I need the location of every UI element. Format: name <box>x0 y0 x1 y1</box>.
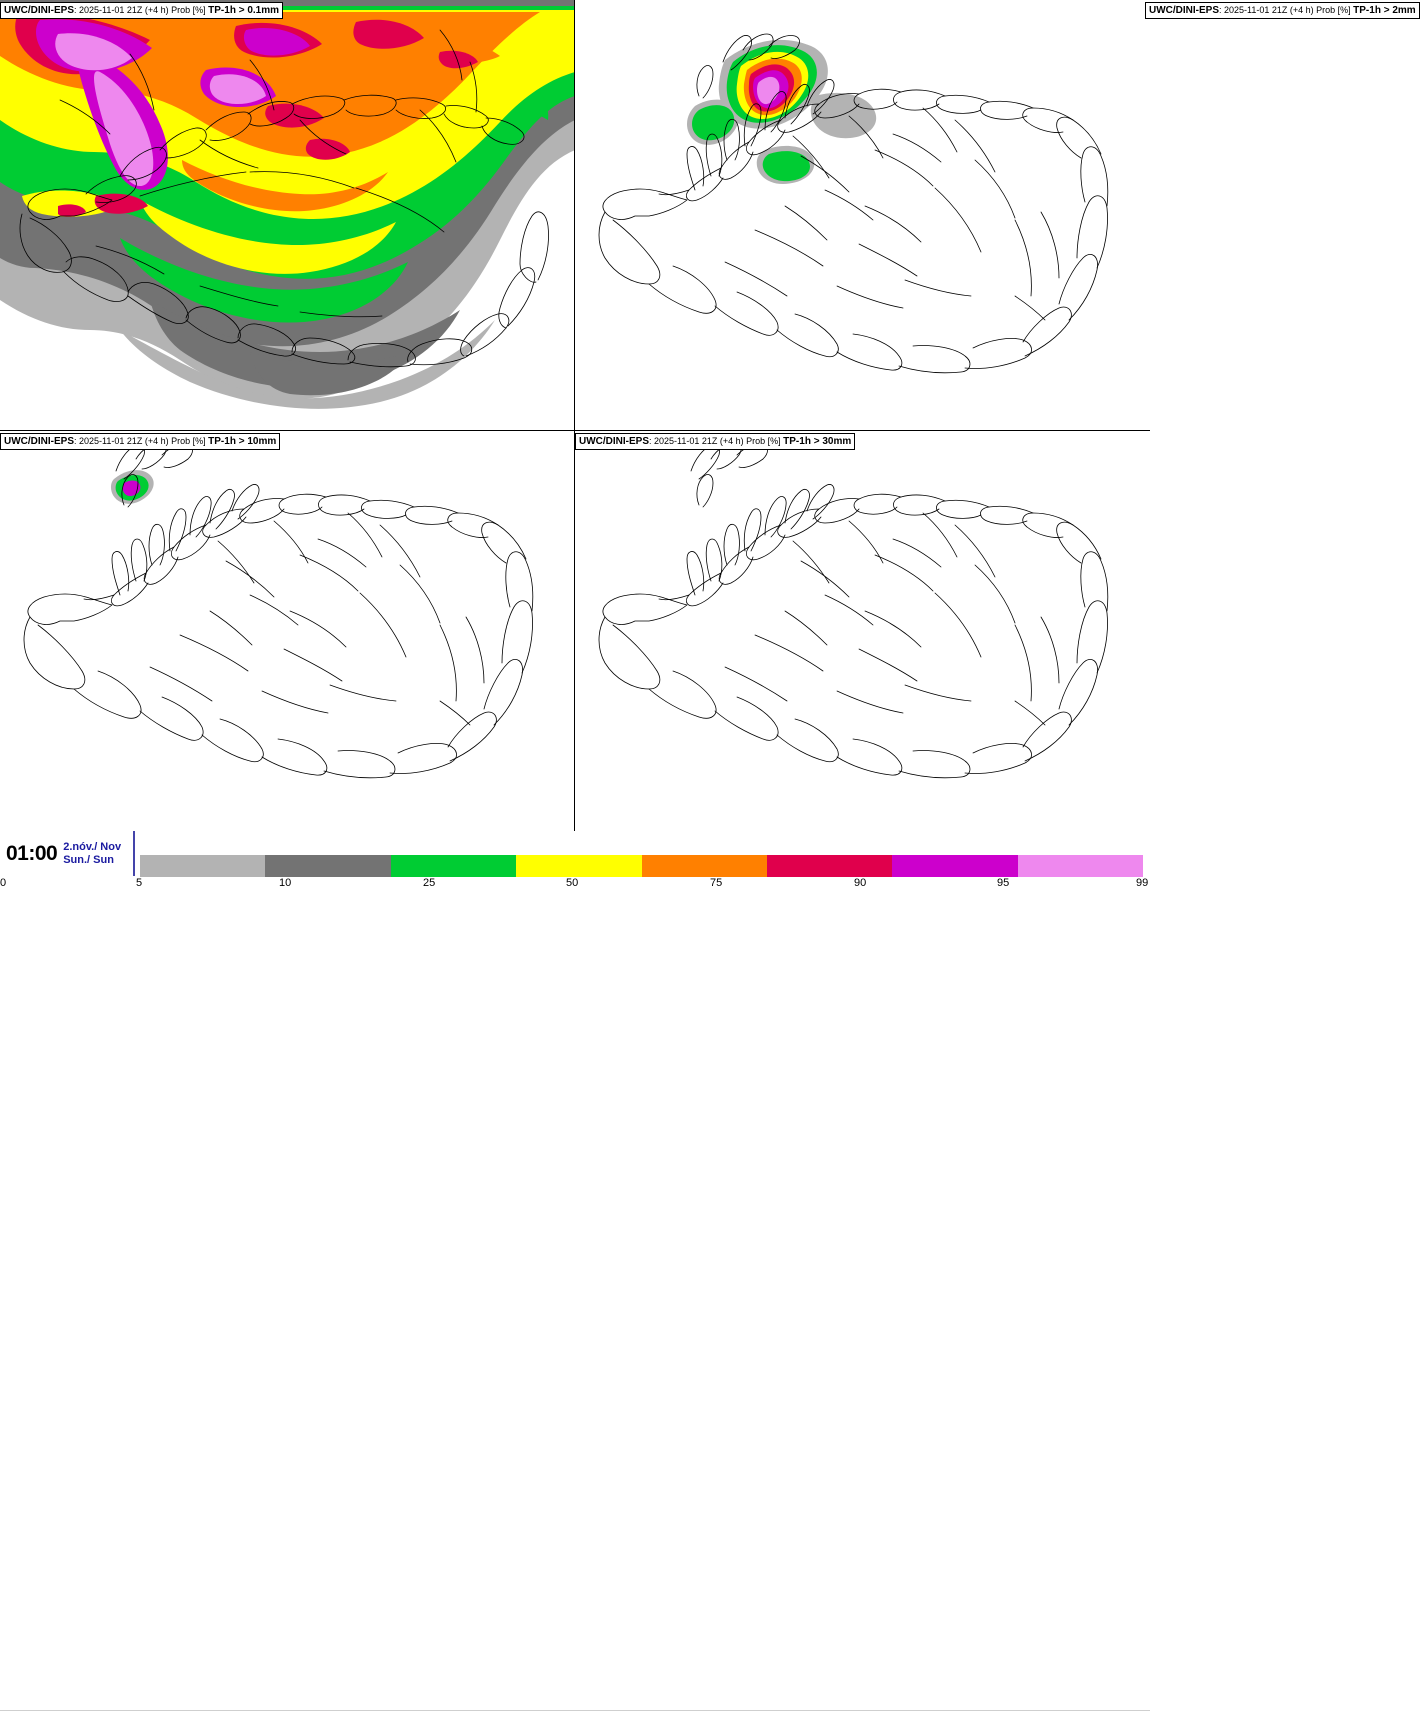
model-name: UWC/DINI-EPS <box>579 436 649 447</box>
panel-tp1h-2mm[interactable] <box>575 0 1416 431</box>
precip-probability-map-2mm <box>575 0 1150 431</box>
threshold-label: TP-1h > 10mm <box>208 436 277 447</box>
map-canvas-10mm <box>0 431 575 831</box>
panel-tp1h-30mm[interactable] <box>575 431 1150 831</box>
model-name: UWC/DINI-EPS <box>1149 5 1219 16</box>
panel-divider-horizontal <box>0 430 1150 431</box>
colorbar-segment <box>516 855 641 877</box>
colorbar-tick: 25 <box>423 877 436 889</box>
threshold-label: TP-1h > 0.1mm <box>208 5 280 16</box>
colorbar-tick: 0 <box>0 877 7 889</box>
panel-title-10mm <box>0 433 280 450</box>
colorbar-tick: 50 <box>566 877 579 889</box>
colorbar-tick-labels <box>0 877 1150 891</box>
panel-title-0.1mm <box>0 2 283 19</box>
map-canvas-0.1mm <box>0 0 575 431</box>
panel-divider-vertical <box>574 0 575 831</box>
valid-date-line2: Sun./ Sun <box>63 853 114 866</box>
panel-title-30mm <box>575 433 855 450</box>
forecast-meta: : 2025-11-01 21Z (+4 h) Prob [%] <box>1219 5 1354 15</box>
threshold-label: TP-1h > 30mm <box>783 436 852 447</box>
valid-date <box>63 841 121 867</box>
valid-time: 01:00 <box>6 841 58 865</box>
colorbar-tick: 90 <box>854 877 867 889</box>
colorbar-segment <box>265 855 390 877</box>
valid-date-line1: 2.nóv./ Nov <box>63 840 122 853</box>
colorbar-tick: 10 <box>279 877 292 889</box>
threshold-label: TP-1h > 2mm <box>1353 5 1416 16</box>
valid-time-box <box>0 831 135 876</box>
colorbar-segment <box>1018 855 1143 877</box>
colorbar-segment <box>892 855 1017 877</box>
colorbar-segment <box>767 855 892 877</box>
map-canvas-30mm <box>575 431 1150 831</box>
probability-colorbar <box>140 855 1143 877</box>
map-canvas-2mm <box>575 0 1150 431</box>
colorbar-tick: 5 <box>136 877 143 889</box>
colorbar-tick: 99 <box>1136 877 1149 889</box>
forecast-meta: : 2025-11-01 21Z (+4 h) Prob [%] <box>649 436 784 446</box>
precip-probability-map-0.1mm <box>0 0 575 431</box>
model-name: UWC/DINI-EPS <box>4 436 74 447</box>
model-name: UWC/DINI-EPS <box>4 5 74 16</box>
panel-title-2mm <box>1145 2 1420 19</box>
forecast-meta: : 2025-11-01 21Z (+4 h) Prob [%] <box>74 436 209 446</box>
colorbar-segment <box>391 855 516 877</box>
colorbar-tick: 75 <box>710 877 723 889</box>
precip-probability-map-10mm <box>0 431 575 831</box>
colorbar-tick: 95 <box>997 877 1010 889</box>
panel-tp1h-0.1mm[interactable] <box>0 0 575 431</box>
colorbar-segment <box>642 855 767 877</box>
panel-tp1h-10mm[interactable] <box>0 431 575 831</box>
footer-bar <box>0 831 1150 891</box>
precip-probability-map-30mm <box>575 431 1150 831</box>
forecast-meta: : 2025-11-01 21Z (+4 h) Prob [%] <box>74 5 209 15</box>
colorbar-segment <box>140 855 265 877</box>
